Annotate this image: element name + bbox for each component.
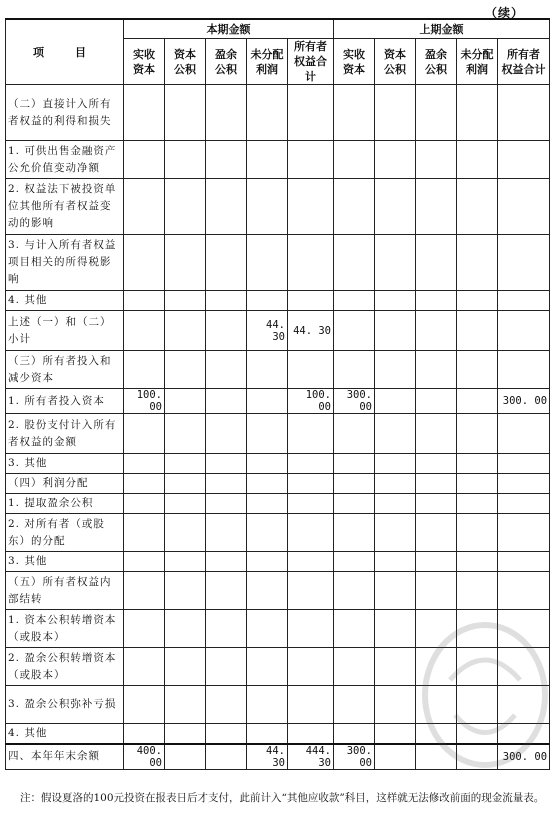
amount-cell	[498, 494, 550, 514]
row-item-label: 4. 其他	[6, 291, 124, 311]
amount-cell	[375, 648, 416, 686]
amount-cell	[498, 141, 550, 179]
row-item-label: 3. 其他	[6, 552, 124, 572]
amount-cell	[457, 414, 498, 454]
amount-cell	[375, 179, 416, 235]
amount-cell	[206, 235, 247, 291]
amount-cell	[124, 552, 165, 572]
amount-cell	[247, 686, 288, 724]
amount-cell	[165, 724, 206, 744]
amount-cell	[375, 414, 416, 454]
amount-cell	[498, 552, 550, 572]
amount-cell	[206, 141, 247, 179]
amount-cell: 100. 00	[124, 389, 165, 414]
amount-cell	[165, 414, 206, 454]
amount-cell	[206, 291, 247, 311]
row-item-label: 2. 对所有者（或股东）的分配	[6, 514, 124, 552]
watermark-stamp	[420, 620, 550, 770]
amount-cell	[416, 414, 457, 454]
amount-cell	[416, 351, 457, 389]
amount-cell: 44. 30	[247, 744, 288, 770]
amount-cell	[334, 514, 375, 552]
amount-cell	[288, 572, 334, 610]
row-item-label: （五）所有者权益内部结转	[6, 572, 124, 610]
amount-cell	[375, 744, 416, 770]
amount-cell	[288, 552, 334, 572]
amount-cell	[165, 311, 206, 351]
amount-cell	[124, 454, 165, 474]
amount-cell	[124, 235, 165, 291]
amount-cell	[334, 311, 375, 351]
amount-cell	[124, 610, 165, 648]
amount-cell: 300. 00	[334, 744, 375, 770]
item-header: 项 目	[6, 19, 124, 85]
amount-cell	[288, 724, 334, 744]
amount-cell	[247, 474, 288, 494]
row-item-label: 1. 提取盈余公积	[6, 494, 124, 514]
row-item-label: （四）利润分配	[6, 474, 124, 494]
amount-cell	[498, 179, 550, 235]
amount-cell	[288, 686, 334, 724]
amount-cell	[288, 235, 334, 291]
row-item-label: 四、本年年末余额	[6, 744, 124, 770]
amount-cell	[334, 454, 375, 474]
amount-cell	[375, 686, 416, 724]
amount-cell	[334, 291, 375, 311]
row-item-label: 1. 所有者投入资本	[6, 389, 124, 414]
column-header-cur-0: 实收 资本	[124, 39, 165, 85]
amount-cell	[206, 351, 247, 389]
amount-cell	[498, 291, 550, 311]
amount-cell	[416, 454, 457, 474]
row-item-label: 1. 可供出售金融资产公允价值变动净额	[6, 141, 124, 179]
amount-cell	[416, 389, 457, 414]
column-header-prev-0: 实收 资本	[334, 39, 375, 85]
amount-cell	[334, 85, 375, 141]
amount-cell	[165, 572, 206, 610]
column-header-cur-4: 所有者 权益合计	[288, 39, 334, 85]
amount-cell	[206, 179, 247, 235]
amount-cell	[206, 744, 247, 770]
amount-cell	[334, 724, 375, 744]
prior-period-header: 上期金额	[334, 19, 550, 39]
amount-cell	[165, 552, 206, 572]
amount-cell	[334, 610, 375, 648]
amount-cell	[206, 610, 247, 648]
amount-cell	[334, 414, 375, 454]
amount-cell	[498, 85, 550, 141]
amount-cell	[206, 311, 247, 351]
amount-cell	[247, 610, 288, 648]
amount-cell	[375, 454, 416, 474]
amount-cell	[165, 235, 206, 291]
amount-cell	[457, 572, 498, 610]
amount-cell	[416, 85, 457, 141]
table-row	[6, 572, 550, 610]
table-row	[6, 552, 550, 572]
amount-cell	[288, 514, 334, 552]
amount-cell	[165, 351, 206, 389]
row-item-label: 2. 盈余公积转增资本（或股本）	[6, 648, 124, 686]
amount-cell	[334, 351, 375, 389]
amount-cell	[375, 724, 416, 744]
current-period-header: 本期金额	[124, 19, 334, 39]
amount-cell	[124, 514, 165, 552]
amount-cell	[247, 85, 288, 141]
amount-cell	[124, 686, 165, 724]
column-header-cur-3: 未分配 利润	[247, 39, 288, 85]
amount-cell	[206, 686, 247, 724]
amount-cell	[165, 686, 206, 724]
amount-cell	[288, 494, 334, 514]
amount-cell	[375, 389, 416, 414]
amount-cell	[247, 351, 288, 389]
amount-cell	[288, 414, 334, 454]
amount-cell	[124, 85, 165, 141]
amount-cell	[247, 235, 288, 291]
amount-cell	[247, 291, 288, 311]
row-item-label: 3. 与计入所有者权益项目相关的所得税影响	[6, 235, 124, 291]
amount-cell	[124, 179, 165, 235]
amount-cell	[165, 648, 206, 686]
amount-cell	[165, 610, 206, 648]
row-item-label: 2. 股份支付计入所有者权益的金额	[6, 414, 124, 454]
amount-cell	[165, 179, 206, 235]
amount-cell	[334, 494, 375, 514]
amount-cell	[124, 572, 165, 610]
amount-cell	[165, 141, 206, 179]
amount-cell	[457, 389, 498, 414]
amount-cell	[247, 141, 288, 179]
amount-cell	[498, 474, 550, 494]
amount-cell	[334, 141, 375, 179]
amount-cell	[457, 235, 498, 291]
amount-cell	[498, 454, 550, 474]
amount-cell	[288, 85, 334, 141]
amount-cell	[457, 552, 498, 572]
amount-cell: 44. 30	[288, 311, 334, 351]
amount-cell	[375, 291, 416, 311]
amount-cell	[375, 235, 416, 291]
table-row	[6, 454, 550, 474]
amount-cell	[288, 474, 334, 494]
amount-cell	[124, 474, 165, 494]
amount-cell	[247, 414, 288, 454]
amount-cell	[206, 85, 247, 141]
amount-cell	[124, 311, 165, 351]
amount-cell	[288, 351, 334, 389]
amount-cell	[247, 389, 288, 414]
amount-cell	[375, 351, 416, 389]
amount-cell: 300. 00	[498, 389, 550, 414]
table-row	[6, 514, 550, 552]
continued-label: （续）	[484, 6, 524, 20]
amount-cell: 44. 30	[247, 311, 288, 351]
amount-cell	[288, 648, 334, 686]
column-header-prev-1: 资本 公积	[375, 39, 416, 85]
row-item-label: 2. 权益法下被投资单位其他所有者权益变动的影响	[6, 179, 124, 235]
amount-cell	[416, 552, 457, 572]
amount-cell	[375, 552, 416, 572]
amount-cell	[457, 85, 498, 141]
amount-cell	[288, 610, 334, 648]
amount-cell: 300. 00	[334, 389, 375, 414]
amount-cell	[124, 724, 165, 744]
amount-cell	[124, 351, 165, 389]
amount-cell	[247, 514, 288, 552]
amount-cell	[375, 141, 416, 179]
amount-cell	[165, 389, 206, 414]
amount-cell	[375, 610, 416, 648]
amount-cell	[165, 474, 206, 494]
amount-cell	[247, 572, 288, 610]
row-item-label: 上述（一）和（二）小计	[6, 311, 124, 351]
table-row	[6, 141, 550, 179]
amount-cell	[334, 572, 375, 610]
row-item-label: 3. 其他	[6, 454, 124, 474]
table-row	[6, 494, 550, 514]
amount-cell	[457, 141, 498, 179]
amount-cell	[206, 514, 247, 552]
amount-cell	[416, 311, 457, 351]
amount-cell	[247, 648, 288, 686]
amount-cell: 400. 00	[124, 744, 165, 770]
amount-cell	[416, 291, 457, 311]
table-row	[6, 179, 550, 235]
amount-cell	[498, 351, 550, 389]
amount-cell	[124, 141, 165, 179]
amount-cell	[247, 454, 288, 474]
column-header-prev-2: 盈余 公积	[416, 39, 457, 85]
amount-cell	[247, 179, 288, 235]
amount-cell	[375, 514, 416, 552]
amount-cell	[457, 351, 498, 389]
row-item-label: 1. 资本公积转增资本（或股本）	[6, 610, 124, 648]
amount-cell: 300. 00	[498, 744, 550, 770]
amount-cell	[288, 179, 334, 235]
amount-cell	[498, 414, 550, 454]
amount-cell	[334, 686, 375, 724]
amount-cell	[247, 494, 288, 514]
column-header-cur-2: 盈余 公积	[206, 39, 247, 85]
row-item-label: 4. 其他	[6, 724, 124, 744]
amount-cell	[165, 85, 206, 141]
amount-cell	[206, 414, 247, 454]
amount-cell	[206, 552, 247, 572]
table-row	[6, 351, 550, 389]
amount-cell	[206, 572, 247, 610]
amount-cell	[457, 311, 498, 351]
amount-cell	[247, 552, 288, 572]
amount-cell	[498, 572, 550, 610]
amount-cell	[457, 291, 498, 311]
amount-cell	[457, 474, 498, 494]
amount-cell	[124, 291, 165, 311]
footnote: 注：假设夏洛的100元投资在报表日后才支付，此前计入“其他应收款”科目，这样就无法修改前面的现金流量表。	[20, 792, 545, 804]
amount-cell	[288, 454, 334, 474]
table-row	[6, 389, 550, 414]
amount-cell	[334, 179, 375, 235]
amount-cell	[165, 494, 206, 514]
amount-cell	[416, 179, 457, 235]
amount-cell	[247, 724, 288, 744]
column-header-prev-3: 未分配 利润	[457, 39, 498, 85]
amount-cell	[457, 514, 498, 552]
row-item-label: （三）所有者投入和减少资本	[6, 351, 124, 389]
amount-cell	[416, 514, 457, 552]
amount-cell	[206, 474, 247, 494]
row-item-label: 3. 盈余公积弥补亏损	[6, 686, 124, 724]
table-row	[6, 85, 550, 141]
amount-cell	[334, 552, 375, 572]
amount-cell	[498, 514, 550, 552]
amount-cell	[334, 235, 375, 291]
amount-cell	[124, 414, 165, 454]
table-row	[6, 474, 550, 494]
table-row	[6, 311, 550, 351]
column-header-prev-4: 所有者 权益合计	[498, 39, 550, 85]
amount-cell	[288, 141, 334, 179]
amount-cell	[206, 389, 247, 414]
amount-cell	[124, 494, 165, 514]
amount-cell	[457, 494, 498, 514]
amount-cell	[416, 141, 457, 179]
amount-cell	[165, 454, 206, 474]
table-row	[6, 414, 550, 454]
amount-cell	[498, 311, 550, 351]
amount-cell	[288, 291, 334, 311]
amount-cell	[416, 235, 457, 291]
table-row	[6, 235, 550, 291]
amount-cell	[375, 311, 416, 351]
amount-cell	[206, 494, 247, 514]
amount-cell	[206, 724, 247, 744]
amount-cell	[375, 494, 416, 514]
amount-cell	[375, 474, 416, 494]
amount-cell: 100. 00	[288, 389, 334, 414]
amount-cell	[165, 514, 206, 552]
table-row	[6, 291, 550, 311]
amount-cell	[498, 235, 550, 291]
amount-cell	[334, 474, 375, 494]
amount-cell	[206, 454, 247, 474]
amount-cell	[124, 648, 165, 686]
amount-cell	[457, 179, 498, 235]
amount-cell	[416, 572, 457, 610]
column-header-cur-1: 资本 公积	[165, 39, 206, 85]
amount-cell	[165, 744, 206, 770]
amount-cell	[375, 572, 416, 610]
amount-cell	[206, 648, 247, 686]
amount-cell	[334, 648, 375, 686]
amount-cell	[416, 474, 457, 494]
amount-cell	[165, 291, 206, 311]
amount-cell	[375, 85, 416, 141]
amount-cell	[457, 454, 498, 474]
amount-cell	[416, 494, 457, 514]
amount-cell: 444. 30	[288, 744, 334, 770]
row-item-label: （二）直接计入所有者权益的利得和损失	[6, 85, 124, 141]
